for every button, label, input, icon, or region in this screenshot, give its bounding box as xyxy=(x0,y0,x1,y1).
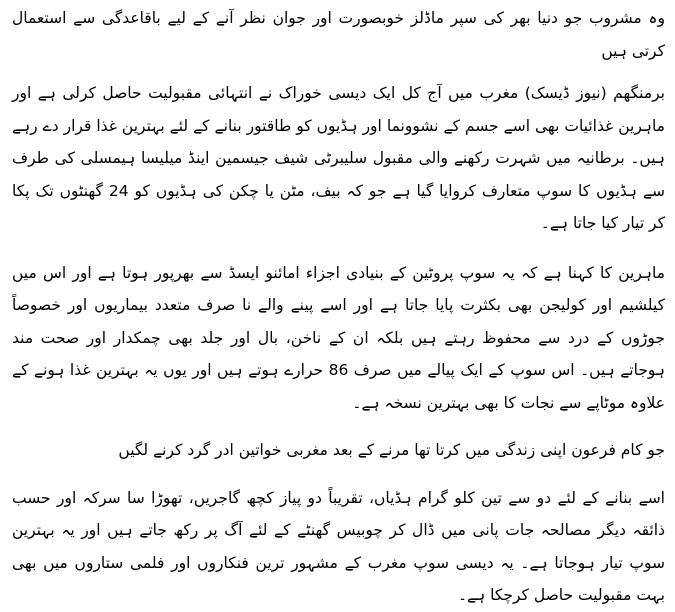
headline-paragraph: وہ مشروب جو دنیا بھر کی سپر ماڈلز خوبصورت اور جوان نظر آنے کے لیے باقاعدگی سے استعمال کرتی ہیں xyxy=(12,9,665,60)
related-paragraph: جو کام فرعون اپنی زندگی میں کرتا تھا مرنے کے بعد مغربی خواتین ادر گرد کرنے لگیں xyxy=(118,441,665,459)
recipe-paragraph: اسے بنانے کے لئے دو سے تین کلو گرام ہڈیاں، تقریباً دو پیاز کچھ گاجریں، تھوڑا سا سرکہ اور حسب ذائقہ دیگر مصالحہ جات پانی میں ڈال کر چوبیس گھنٹے کے لئے آگ پر رکھ جاتے ہیں اور یہ بہترین سوپ تیار ہوجاتا ہے۔ یہ دیسی سوپ مغرب کے مشہور ترین فنکاروں اور فلمی ستاروں میں بھی بہت مقبولیت حاصل کرچکا ہے۔ xyxy=(12,488,665,604)
intro-paragraph: برمنگھم (نیوز ڈیسک) مغرب میں آج کل ایک دیسی خوراک نے انتہائی مقبولیت حاصل کرلی ہے اور ماہرین غذائیات بھی اسے جسم کے نشوونما اور ہڈیوں کو طاقتور بنانے کے لئے بہترین غذا قرار دے رہے ہیں۔ برطانیہ میں شہرت رکھنے والی مقبول سلیبرٹی شیف جیسمین اینڈ میلیسا ہیمسلی کی طرف سے ہڈیوں کا سوپ متعارف کروایا گیا ہے جو کہ بیف، مٹن یا چکن کی ہڈیوں کو 24 گھنٹوں تک پکا کر تیار کیا جاتا ہے۔ xyxy=(12,84,665,232)
experts-paragraph: ماہرین کا کہنا ہے کہ یہ سوپ پروٹین کے بنیادی اجزاء امائنو ایسڈ سے بھرپور ہوتا ہے اور اس میں کیلشیم اور کولیجن بھی بکثرت پایا جاتا ہے اور اسے پینے والے نا صرف متعدد بیماریوں اور خصوصاً جوڑوں کے درد سے محفوظ رہتے ہیں بلکہ ان کے ناخن، بال اور جلد بھی چمکدار اور صحت مند ہوجاتے ہیں۔ اس سوپ کے ایک پیالے میں صرف 86 حرارے ہوتے ہیں اور یوں یہ بہترین غذا ہونے کے علاوہ موٹاپے سے نجات کا بھی بہترین نسخہ ہے۔ xyxy=(12,263,666,412)
